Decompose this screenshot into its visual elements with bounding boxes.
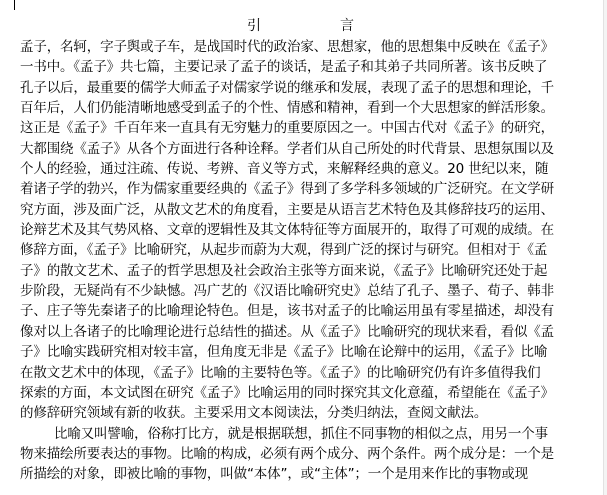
text-line: 百年后，人们仍能清晰地感受到孟子的个性、情感和精神，看到一个大思想家的鲜活形象。: [20, 100, 554, 117]
text-line: 修辞方面，《孟子》比喻研究，从起步而蔚为大观，得到广泛的探讨与研究。但相对于《孟: [20, 242, 548, 259]
heading-char-1: 引: [247, 18, 261, 34]
text-line: 子、庄子等先秦诸子的比喻理论特色。但是，该书对孟子的比喻运用虽有零星描述，却没有: [20, 303, 554, 320]
window-edge: [603, 0, 607, 495]
text-line: 比喻又叫譬喻，俗称打比方，就是根据联想，抓住不同事物的相似之点，用另一个事: [54, 425, 548, 442]
text-cursor: [14, 0, 15, 10]
text-line: 大都围绕《孟子》从各个方面进行各种诠释。学者们从自己所处的时代背景、思想氛围以及: [20, 140, 554, 157]
text-line: 的修辞研究领域有新的收获。主要采用文本阅读法，分类归纳法，查阅文献法。: [20, 405, 488, 422]
text-line: 子》比喻实践研究相对较丰富，但角度无非是《孟子》比喻在论辩中的运用，《孟子》比喻: [20, 344, 548, 361]
text-line: 这正是《孟子》千百年来一直具有无穷魅力的重要原因之一。中国古代对《孟子》的研究，: [20, 120, 554, 137]
text-line: 孟子，名轲，字子舆或子车，是战国时代的政治家、思想家，他的思想集中反映在《孟子》: [20, 39, 554, 55]
text-line: 着诸子学的勃兴，作为儒家重要经典的《孟子》得到了多学科多领域的广泛研究。在文学研: [20, 181, 554, 198]
heading-char-2: 言: [340, 18, 354, 34]
body-text: [20, 37, 604, 485]
text-line: 子》的散文艺术、孟子的哲学思想及社会政治主张等方面来说，《孟子》比喻研究还处于起: [20, 262, 548, 279]
text-line: 孔子以后，最重要的儒学大师孟子对儒家学说的继承和发展，表现了孟子的思想和理论，千: [20, 79, 554, 96]
text-line: 像对以上各诸子的比喻理论进行总结性的描述。从《孟子》比喻研究的现状来看，看似《孟: [20, 323, 554, 340]
text-line: 探索的方面，本文试图在研究《孟子》比喻运用的同时探究其文化意蕴，希望能在《孟子》: [20, 384, 554, 401]
text-line: 个人的经验，通过注疏、传说、考辨、音义等方式，来解释经典的意义。20 世纪以来，随: [20, 161, 549, 178]
section-heading: [0, 16, 607, 36]
text-line: 论辩艺术及其气势风格、文章的逻辑性及其文体特征等方面展开的，取得了可观的成绩。在: [20, 222, 554, 239]
text-line: 物来描绘所要表达的事物。比喻的构成，必须有两个成分、两个条件。两个成分是：一个是: [20, 445, 554, 462]
text-line: 一书中。《孟子》共七篇，主要记录了孟子的谈话，是孟子和其弟子共同所著。该书反映了: [20, 59, 548, 76]
text-line: 在散文艺术中的体现，《孟子》比喻的主要特色等。《孟子》的比喻研究仍有许多值得我们: [20, 364, 541, 381]
text-line: 究方面，涉及面广泛，从散文艺术的角度看，主要是从语言艺术特色及其修辞技巧的运用、: [20, 201, 554, 218]
text-line: 所描绘的对象，即被比喻的事物，叫做“本体”，或“主体”；一个是用来作比的事物或现: [20, 466, 528, 483]
text-line: 步阶段，无疑尚有不少缺憾。冯广艺的《汉语比喻研究史》总结了孔子、墨子、荀子、韩非: [20, 283, 554, 300]
